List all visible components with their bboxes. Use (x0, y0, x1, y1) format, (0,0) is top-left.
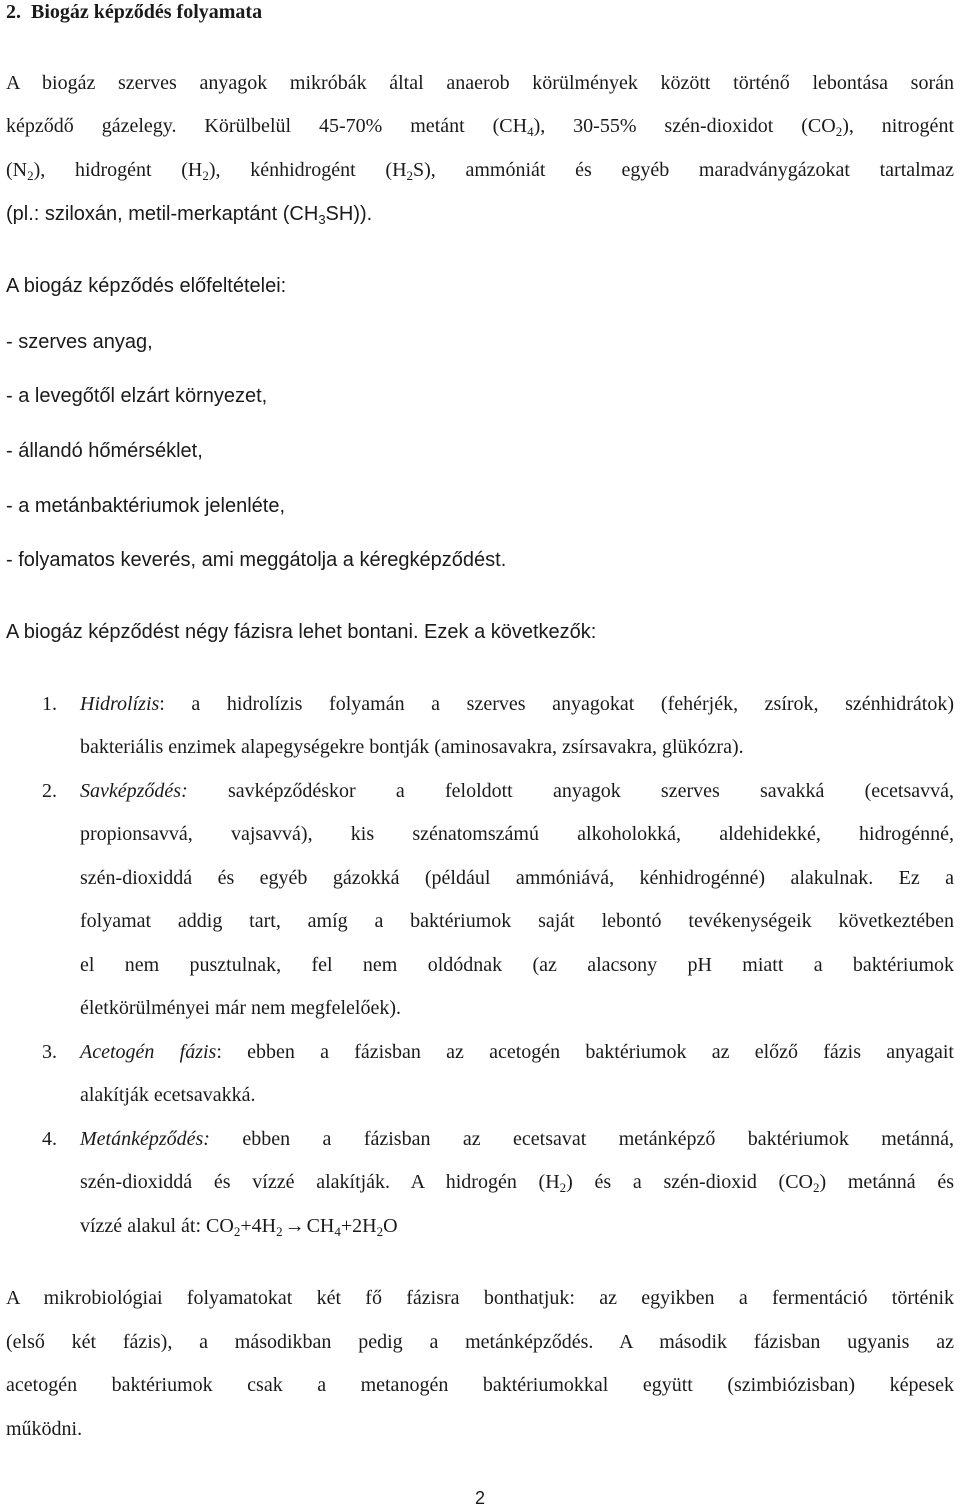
prereq-title: A biogáz képződés előfeltételei: (6, 275, 287, 297)
phase-1-name: Hidrolízis (80, 693, 160, 715)
phase-2-line-6: életkörülményei már nem megfelelőek). (80, 997, 401, 1019)
phase-2-name: Savképződés: (80, 780, 188, 802)
phase-2-line-2: propionsavvá, vajsavvá), kis szénatomszámú alkoholokká, aldehidekké, hidrogénné, (80, 823, 954, 845)
prereq-item: - állandó hőmérséklet, (6, 440, 203, 462)
prereq-item: - a metánbaktériumok jelenléte, (6, 495, 286, 517)
closing-line-1: A mikrobiológiai folyamatokat két fő fázisra bonthatjuk: az egyikben a fermentáció történik (6, 1287, 954, 1309)
phase-4-name: Metánképződés: (80, 1128, 210, 1150)
phases-intro: A biogáz képződést négy fázisra lehet bontani. Ezek a következők: (6, 621, 597, 643)
intro-line-4: (pl.: sziloxán, metil-merkaptánt $(CH_3SH)$). (6, 203, 373, 227)
arrow-icon: → (284, 1215, 305, 1237)
section-heading (6, 0, 954, 24)
prereq-item: - folyamatos keverés, ami meggátolja a kéregképződést. (6, 549, 507, 571)
phase-4-line-1: Metánképződés: ebben a fázisban az ecetsavat metánképző baktériumok metánná, (80, 1128, 954, 1150)
phase-3-number: 3. (42, 1041, 57, 1063)
prereq-item: - szerves anyag, (6, 331, 153, 353)
phase-1-number: 1. (42, 693, 57, 715)
intro-line-2: képződő gázelegy. Körülbelül 45-70% metánt $(CH_4)$, 30-55% szén-dioxidot $(CO_2)$, nitrogént (6, 115, 954, 139)
intro-line-3: $(N_2)$, hidrogént $(H_2)$, kénhidrogént $(H_2S)$, ammóniát és egyéb maradványgázokat tartalmaz (6, 159, 954, 183)
phase-4-number: 4. (42, 1128, 57, 1150)
intro-line-1: A biogáz szerves anyagok mikróbák által anaerob körülmények között történő lebontása során (6, 72, 954, 94)
page-number: 2 (474, 1488, 485, 1508)
phase-1-line-2: bakteriális enzimek alapegységekre bontják (aminosavakra, zsírsavakra, glükózra). (80, 736, 744, 758)
phase-2-line-1: Savképződés: savképződéskor a feloldott anyagok szerves savakká (ecetsavvá, (80, 780, 954, 802)
phase-2-line-5: el nem pusztulnak, fel nem oldódnak (az alacsony pH miatt a baktériumok (80, 954, 954, 976)
phase-2-line-3: szén-dioxiddá és egyéb gázokká (például ammóniává, kénhidrogénné) alakulnak. Ez a (80, 867, 954, 889)
phase-4-line-2: szén-dioxiddá és vízzé alakítják. A hidrogén $(H_2)$ és a szén-dioxid $(CO_2)$ metánná és (80, 1171, 955, 1195)
reaction-equation: $CO_2+4H_2 \to CH_4+2H_2O$ (206, 1215, 398, 1239)
phase-4-line-3: vízzé alakul át: $CO_2+4H_2 \to CH_4+2H_2O$ (80, 1215, 398, 1239)
heading-number: 2. (6, 1, 21, 23)
prereq-item: - a levegőtől elzárt környezet, (6, 385, 268, 407)
phase-2-line-4: folyamat addig tart, amíg a baktériumok saját lebontó tevékenységeik következtében (80, 910, 954, 932)
closing-line-2: (első két fázis), a másodikban pedig a metánképződés. A második fázisban ugyanis az (6, 1331, 954, 1353)
phase-3-name: Acetogén fázis (80, 1041, 217, 1063)
closing-line-3: acetogén baktériumok csak a metanogén baktériumokkal együtt (szimbiózisban) képesek (6, 1374, 954, 1396)
phase-3-line-1: Acetogén fázis: ebben a fázisban az acetogén baktériumok az előző fázis anyagait (80, 1041, 954, 1063)
phase-1-line-1: Hidrolízis: a hidrolízis folyamán a szerves anyagokat (fehérjék, zsírok, szénhidrátok) (80, 693, 954, 715)
closing-line-4: működni. (6, 1418, 83, 1440)
phase-3-line-2: alakítják ecetsavakká. (80, 1084, 256, 1106)
heading-title: Biogáz képződés folyamata (31, 1, 263, 23)
phase-2-number: 2. (42, 780, 57, 802)
